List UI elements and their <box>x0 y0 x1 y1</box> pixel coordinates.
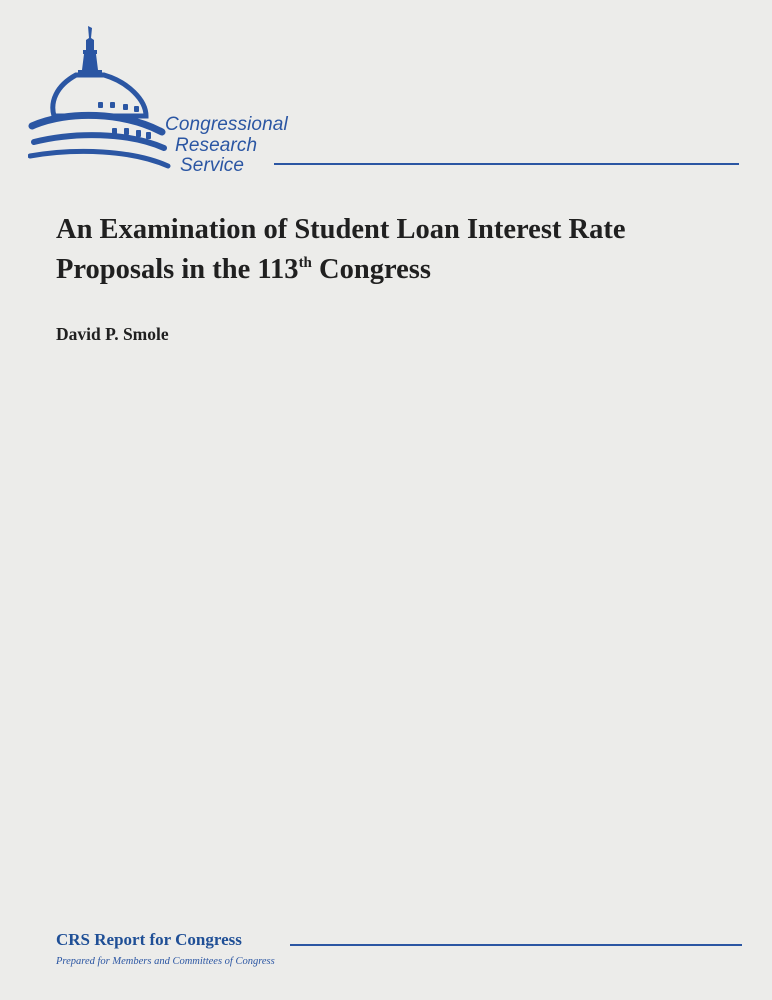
prepared-for-note: Prepared for Members and Committees of Congress <box>56 956 275 967</box>
org-name-line2: Research <box>175 134 258 156</box>
header-divider <box>274 163 739 165</box>
footer-divider <box>290 944 742 946</box>
author-name: David P. Smole <box>56 324 169 344</box>
document-title <box>56 210 756 290</box>
org-name-line3: Service <box>180 155 245 176</box>
title-line2-end: Congress <box>311 254 431 285</box>
org-name-line1: Congressional <box>165 114 288 135</box>
capitol-dome-icon <box>28 24 178 174</box>
report-label: CRS Report for Congress <box>56 930 242 949</box>
title-superscript: th <box>298 255 312 271</box>
title-line1: An Examination of Student Loan Interest Rate <box>56 214 626 245</box>
title-line2: Proposals in the 113 <box>56 254 299 285</box>
organization-name <box>165 115 288 177</box>
